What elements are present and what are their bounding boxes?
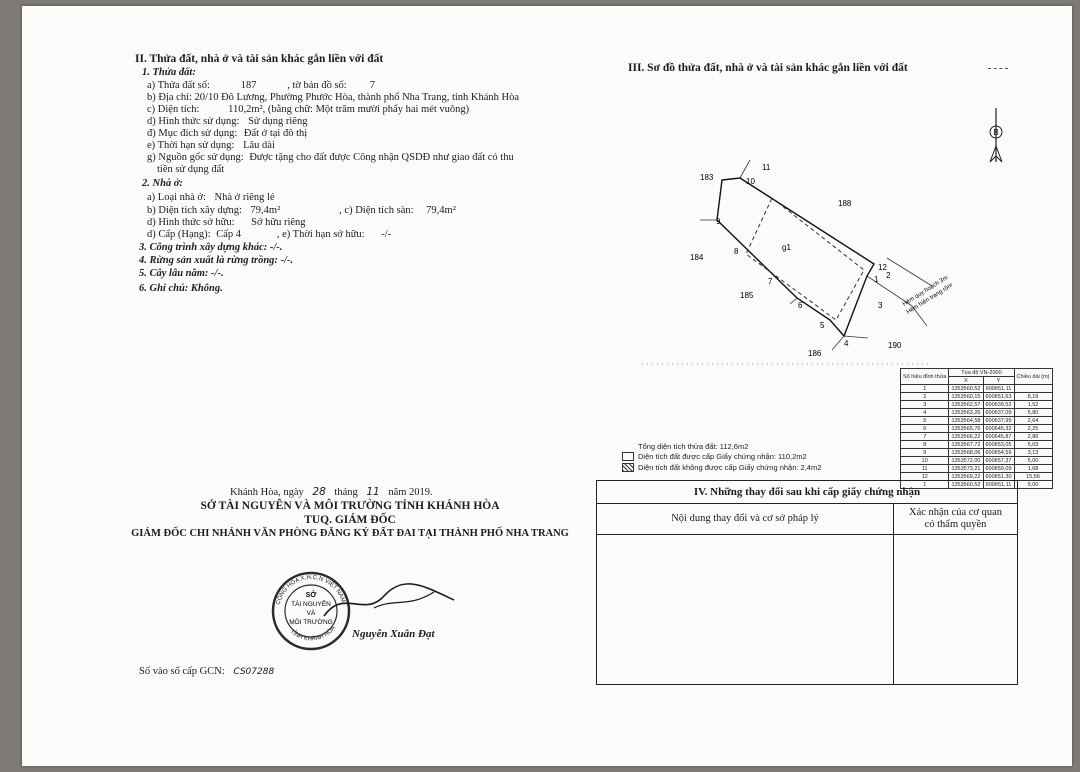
coord-cell: 5,00 (1014, 457, 1052, 465)
map-number: 7 (369, 80, 375, 91)
col-vertex: Số hiệu đỉnh thửa (901, 369, 949, 385)
neighbor-186: 186 (808, 349, 822, 358)
coord-cell: 1353568,06 (949, 449, 983, 457)
point-5: 5 (820, 321, 825, 330)
coord-cell: 1353573,21 (949, 465, 983, 473)
coord-cell: 1353567,72 (949, 441, 983, 449)
coord-cell: 10 (901, 457, 949, 465)
coord-cell: 600645,32 (983, 425, 1014, 433)
area-label: c) Diện tích: (147, 104, 200, 115)
coord-cell (1014, 385, 1052, 393)
day-value: 28 (312, 486, 326, 498)
place-date (230, 486, 433, 499)
own-term-value: -/- (381, 229, 392, 240)
perennial: 5. Cây lâu năm: -/-. (139, 268, 224, 279)
coord-cell: 1353560,52 (949, 385, 983, 393)
coord-row (901, 393, 1053, 401)
use-form-label: d) Hình thức sử dụng: (147, 116, 240, 127)
grade-row (147, 229, 391, 241)
corner-mark (988, 68, 1008, 69)
point-11: 11 (762, 163, 771, 172)
coord-row (901, 441, 1053, 449)
coord-cell: 600651,30 (983, 473, 1014, 481)
grade-value: Cấp 4 (216, 229, 241, 240)
register-number: CS07288 (233, 667, 275, 677)
tuq-director: TUQ. GIÁM ĐỐC (304, 514, 396, 526)
certificate-page (22, 6, 1072, 766)
coord-row (901, 385, 1053, 393)
coord-cell: 600654,59 (983, 449, 1014, 457)
build-area-row (147, 205, 456, 217)
col-confirmation-line1: Xác nhận của cơ quan (908, 507, 1002, 518)
house-type-row (147, 192, 275, 204)
alley-label-2: Hẻm hiện trạng rộng (905, 281, 952, 316)
svg-text:TÀI NGUYÊN: TÀI NGUYÊN (291, 601, 331, 608)
register-row (139, 666, 274, 678)
coord-cell: 600653,05 (983, 441, 1014, 449)
svg-text:VÀ: VÀ (306, 610, 316, 617)
house-type-label: a) Loại nhà ở: (147, 192, 206, 203)
point-6: 6 (798, 301, 803, 310)
coord-cell: 1353565,76 (949, 425, 983, 433)
place-date-label: Khánh Hòa, ngày (230, 487, 304, 498)
coord-cell: 15,56 (1014, 473, 1052, 481)
use-form-row (147, 116, 307, 128)
svg-text:TỈNH KHÁNH HÒA: TỈNH KHÁNH HÒA (288, 625, 337, 643)
use-form-value: Sử dụng riêng (248, 116, 308, 127)
coord-cell: 4 (901, 409, 949, 417)
coord-row (901, 465, 1053, 473)
note: 6. Ghi chú: Không. (139, 283, 223, 294)
plot-label: a) Thửa đất số: (147, 80, 210, 91)
coord-row (901, 425, 1053, 433)
coord-row (901, 409, 1053, 417)
coord-cell: 5 (901, 417, 949, 425)
col-length: Chiều dài (m) (1014, 369, 1052, 385)
point-4: 4 (844, 339, 849, 348)
coord-cell: 2,64 (1014, 417, 1052, 425)
section-4-title: IV. Những thay đổi sau khi cấp giấy chứng nhận (693, 486, 921, 498)
other-construction: 3. Công trình xây dựng khác: -/-. (139, 242, 283, 253)
coord-cell: 1353566,22 (949, 433, 983, 441)
neighbor-185: 185 (740, 291, 754, 300)
purpose-value: Đất ở tại đô thị (243, 128, 308, 139)
legend-not-granted: Diện tích đất không được cấp Giấy chứng nhận: 2,4m2 (638, 463, 822, 472)
coord-cell: 1353572,00 (949, 457, 983, 465)
coord-cell: 8 (901, 441, 949, 449)
coordinate-table (900, 368, 1053, 489)
own-form-value: Sở hữu riêng (251, 217, 306, 228)
coord-cell: 1,68 (1014, 465, 1052, 473)
branch-director-title: GIÁM ĐỐC CHI NHÁNH VĂN PHÒNG ĐĂNG KÝ ĐẤT ĐAI TẠI THÀNH PHỐ NHA TRANG (131, 528, 569, 539)
coord-cell: 12 (901, 473, 949, 481)
plot-number-row (147, 80, 395, 92)
own-form-label: d) Hình thức sở hữu: (147, 217, 235, 228)
changes-table (596, 480, 1018, 685)
coord-cell: 1353562,57 (949, 401, 983, 409)
coord-cell: 8,19 (1014, 393, 1052, 401)
coord-cell: 3,13 (1014, 449, 1052, 457)
north-arrow-icon (984, 106, 1008, 171)
own-term-label: , e) Thời hạn sở hữu: (276, 229, 365, 240)
coord-cell: 1353560,52 (949, 481, 983, 489)
col-confirmation-line2: có thẩm quyền (924, 519, 987, 530)
term-label: e) Thời hạn sử dụng: (147, 140, 235, 151)
point-8: 8 (734, 247, 739, 256)
register-label: Số vào sổ cấp GCN: (139, 666, 225, 677)
column-divider (893, 504, 894, 684)
floor-area-value: 79,4m² (426, 205, 456, 216)
coord-row (901, 449, 1053, 457)
legend-not-granted-swatch (622, 463, 634, 472)
coord-cell: 3 (901, 401, 949, 409)
coord-cell: 600639,52 (983, 401, 1014, 409)
coord-row (901, 457, 1053, 465)
coord-cell: 7 (901, 433, 949, 441)
point-3: 3 (878, 301, 883, 310)
point-9: 9 (716, 217, 721, 226)
house-label: g1 (782, 243, 791, 252)
coord-cell: 600645,87 (983, 433, 1014, 441)
section-3-title: III. Sơ đồ thửa đất, nhà ở và tài sản khác gắn liền với đất (628, 62, 908, 74)
coord-cell: 1353560,15 (949, 393, 983, 401)
plot-number: 187 (240, 80, 257, 91)
coord-cell: 600637,09 (983, 409, 1014, 417)
point-1: 1 (874, 275, 879, 284)
origin-row (147, 152, 514, 164)
coord-cell: 1,52 (1014, 401, 1052, 409)
coord-cell: 1353564,58 (949, 417, 983, 425)
coord-cell: 9,00 (1014, 481, 1052, 489)
coord-cell: 2 (901, 393, 949, 401)
col-coord: Tọa độ VN-2000 (949, 369, 1014, 377)
coord-cell: 9 (901, 449, 949, 457)
legend-total: Tổng diện tích thửa đất: 112,6m2 (638, 442, 749, 451)
coord-cell: 11 (901, 465, 949, 473)
legend-granted-swatch (622, 452, 634, 461)
neighbor-183: 183 (700, 173, 714, 182)
point-10: 10 (746, 177, 755, 186)
origin-value: Được tặng cho đất được Công nhận QSDĐ như giao đất có thu (249, 152, 514, 163)
neighbor-188: 188 (838, 199, 852, 208)
coord-row (901, 433, 1053, 441)
coord-cell: 2,25 (1014, 425, 1052, 433)
address: b) Địa chỉ: 20/10 Đô Lương, Phường Phước Hòa, thành phố Nha Trang, tỉnh Khánh Hòa (147, 92, 520, 103)
svg-text:SỞ: SỞ (305, 592, 317, 599)
coord-cell: 2,86 (1014, 433, 1052, 441)
point-12: 12 (878, 263, 887, 272)
neighbor-190: 190 (888, 341, 902, 350)
svg-text:B: B (993, 128, 999, 137)
month-value: 11 (366, 486, 380, 498)
legend-granted: Diện tích đất được cấp Giấy chứng nhận: 110,2m2 (638, 452, 807, 461)
coord-cell: 1353569,22 (949, 473, 983, 481)
handwritten-signature (314, 578, 464, 633)
purpose-row (147, 128, 307, 140)
floor-area-label: , c) Diện tích sàn: (339, 205, 414, 216)
area-value: 110,2m², (bằng chữ: Một trăm mười phẩy hai mét vuông) (228, 104, 470, 115)
own-form-row (147, 217, 306, 229)
department-name: SỞ TÀI NGUYÊN VÀ MÔI TRƯỜNG TỈNH KHÁNH HÒA (200, 500, 500, 512)
coord-cell: 600651,11 (983, 481, 1014, 489)
purpose-label: đ) Mục đích sử dụng: (147, 128, 238, 139)
coord-cell: 5,80 (1014, 409, 1052, 417)
alley-label: Hẻm quy hoạch 3m (901, 275, 950, 308)
coord-row (901, 417, 1053, 425)
month-label: tháng (334, 487, 358, 498)
coord-cell: 600651,11 (983, 385, 1014, 393)
origin-label: g) Nguồn gốc sử dụng: (147, 152, 244, 163)
year-label: năm 2019. (388, 487, 433, 498)
area-row (147, 104, 469, 116)
point-7: 7 (768, 277, 773, 286)
svg-text:CỘNG HÒA X.H.C.N VIỆT NAM: CỘNG HÒA X.H.C.N VIỆT NAM (275, 574, 346, 606)
col-y: Y (983, 377, 1014, 385)
section-2-title: II. Thửa đất, nhà ở và tài sản khác gắn liền với đất (135, 53, 384, 65)
land-heading: 1. Thửa đất: (142, 67, 196, 78)
origin-continued: tiền sử dụng đất (157, 164, 225, 175)
coord-cell: 600657,37 (983, 457, 1014, 465)
house-heading: 2. Nhà ở: (142, 178, 183, 189)
coord-cell: 600659,09 (983, 465, 1014, 473)
coord-cell: 1 (901, 481, 949, 489)
forest: 4. Rừng sản xuất là rừng trồng: -/-. (139, 255, 294, 266)
point-2: 2 (886, 271, 891, 280)
coord-cell: 5,03 (1014, 441, 1052, 449)
neighbor-184: 184 (690, 253, 704, 262)
coord-row (901, 401, 1053, 409)
coord-cell: 1353563,26 (949, 409, 983, 417)
signer-name: Nguyễn Xuân Đạt (352, 628, 435, 640)
map-label: , tờ bản đồ số: (287, 80, 347, 91)
col-x: X (949, 377, 983, 385)
coord-cell: 600637,99 (983, 417, 1014, 425)
coord-cell: 6 (901, 425, 949, 433)
plot-diagram (622, 136, 952, 381)
term-value: Lâu dài (243, 140, 275, 151)
svg-text:MÔI TRƯỜNG: MÔI TRƯỜNG (289, 619, 333, 626)
grade-label: d) Cấp (Hạng): (147, 229, 211, 240)
col-change-content: Nội dung thay đổi và cơ sở pháp lý (671, 513, 819, 524)
coord-cell: 600651,63 (983, 393, 1014, 401)
term-row (147, 140, 275, 152)
build-area-label: b) Diện tích xây dựng: (147, 205, 242, 216)
house-type-value: Nhà ở riêng lẻ (214, 192, 275, 203)
coord-cell: 1 (901, 385, 949, 393)
build-area-value: 79,4m² (250, 205, 281, 216)
